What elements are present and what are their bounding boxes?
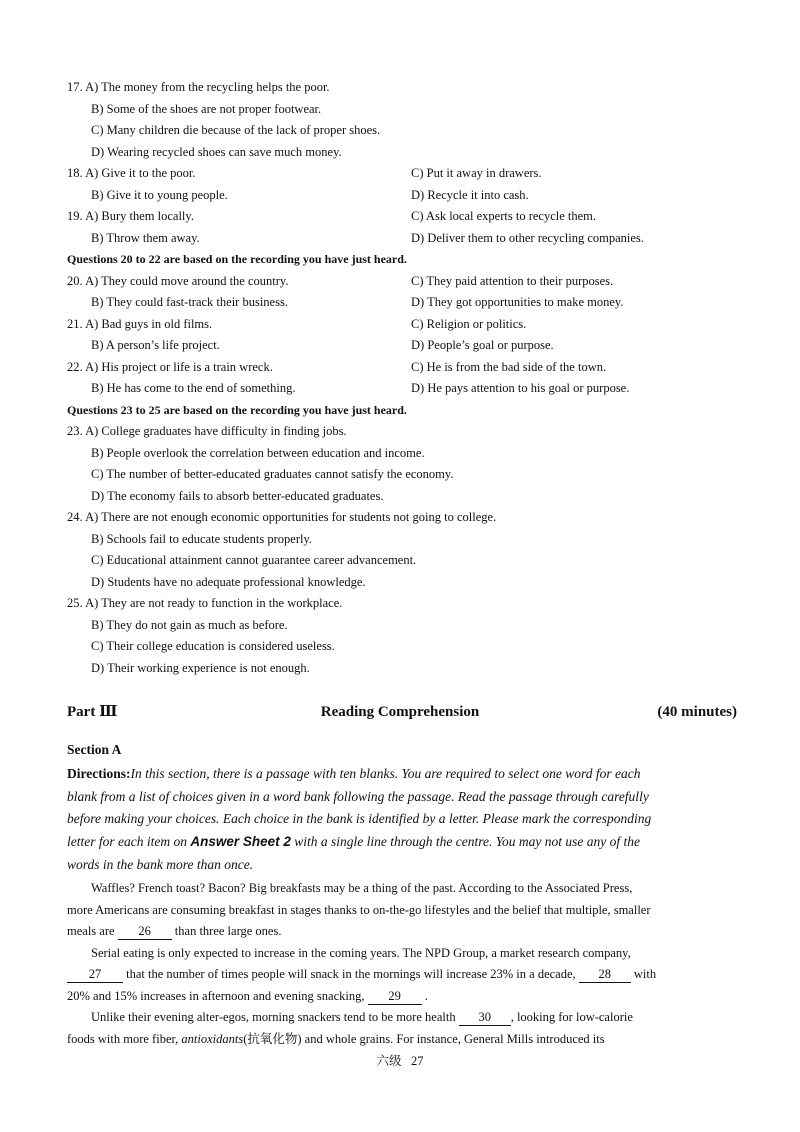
option-d: D) Wearing recycled shoes can save much money. xyxy=(91,144,342,159)
question-19-row-2 xyxy=(0,228,800,250)
page-footer xyxy=(0,1052,800,1070)
question-number: 22. xyxy=(67,359,83,374)
directions-line-2: blank from a list of choices given in a word bank following the passage. Read the passage through carefully xyxy=(67,788,649,804)
question-21-row-2 xyxy=(0,335,800,357)
passage-p3-line-2: foods with more fiber, antioxidants(抗氧化物) and whole grains. For instance, General Mills introduced its xyxy=(67,1031,605,1046)
question-23-row-b xyxy=(0,443,800,465)
option-c: C) Ask local experts to recycle them. xyxy=(411,209,597,223)
option-a: A) They are not ready to function in the workplace. xyxy=(85,596,343,610)
blank-28: 28 xyxy=(579,966,631,983)
question-24-text xyxy=(67,507,496,529)
question-22-text xyxy=(67,357,273,379)
option-b: B) They do not gain as much as before. xyxy=(91,617,288,632)
exam-level: 六级 xyxy=(376,1054,402,1068)
directions-line-5: words in the bank more than once. xyxy=(67,856,254,872)
question-23-row-c xyxy=(0,464,800,486)
question-18-text xyxy=(67,163,195,185)
option-a: A) Bury them locally. xyxy=(85,209,194,223)
option-d: D) Deliver them to other recycling companies. xyxy=(411,230,644,245)
option-a: A) There are not enough economic opportunities for students not going to college. xyxy=(85,510,497,524)
option-b: B) People overlook the correlation between education and income. xyxy=(91,445,425,460)
question-24-row-c xyxy=(0,550,800,572)
answer-sheet-ref: Answer Sheet 2 xyxy=(190,834,291,850)
question-23-row-a xyxy=(0,421,800,443)
question-number: 18. xyxy=(67,166,83,180)
question-25-text xyxy=(67,593,342,615)
blank-29: 29 xyxy=(368,988,422,1005)
option-a: A) Give it to the poor. xyxy=(85,166,196,180)
option-b: B) Throw them away. xyxy=(91,230,200,245)
question-25-row-d xyxy=(0,658,800,680)
question-24-row-d xyxy=(0,572,800,594)
part-label: Part Ⅲ xyxy=(67,704,118,720)
part-time: (40 minutes) xyxy=(657,704,737,720)
question-17-row-d xyxy=(0,142,800,164)
blank-27: 27 xyxy=(67,966,123,983)
option-b: B) They could fast-track their business. xyxy=(91,295,288,309)
option-d: D) The economy fails to absorb better-educated graduates. xyxy=(91,488,384,503)
question-group-heading: Questions 23 to 25 are based on the recording you have just heard. xyxy=(67,402,407,417)
question-17-row-a xyxy=(0,77,800,99)
option-b: B) He has come to the end of something. xyxy=(91,381,296,395)
option-d: D) People’s goal or purpose. xyxy=(411,338,554,352)
option-c: C) He is from the bad side of the town. xyxy=(411,359,607,374)
question-18-row-1 xyxy=(0,163,800,185)
question-24-row-b xyxy=(0,529,800,551)
question-18-row-2 xyxy=(0,185,800,207)
option-b: B) Give it to young people. xyxy=(91,187,228,202)
section-title: Section A xyxy=(67,742,122,757)
directions-line-3: before making your choices. Each choice in the bank is identified by a letter. Please mark the corresponding xyxy=(67,811,652,827)
question-23-row-d xyxy=(0,486,800,508)
question-19-row-1 xyxy=(0,206,800,228)
option-c: C) Religion or politics. xyxy=(411,316,527,331)
question-17-row-c xyxy=(0,120,800,142)
question-19-text xyxy=(67,206,194,228)
option-a: A) Bad guys in old films. xyxy=(85,316,213,331)
question-number: 24. xyxy=(67,510,83,524)
option-b: B) A person’s life project. xyxy=(91,338,220,352)
question-23-text xyxy=(67,421,347,443)
question-22-row-2 xyxy=(0,378,800,400)
option-d: D) Their working experience is not enough. xyxy=(91,660,310,675)
passage-p1-line-2: more Americans are consuming breakfast in stages thanks to on-the-go lifestyles and the belief that multiple, smaller xyxy=(67,902,651,917)
directions-label: Directions: xyxy=(67,766,131,781)
question-number: 25. xyxy=(67,596,83,610)
question-25-row-b xyxy=(0,615,800,637)
question-20-row-2 xyxy=(0,292,800,314)
passage-p1-line-1: Waffles? French toast? Bacon? Big breakfasts may be a thing of the past. According to the Associated Press, xyxy=(91,881,633,895)
blank-26: 26 xyxy=(118,923,172,940)
question-22-row-1 xyxy=(0,357,800,379)
directions-line-4: letter for each item on Answer Sheet 2 with a single line through the centre. You may not use any of the xyxy=(67,834,640,850)
question-number: 19. xyxy=(67,209,83,223)
question-25-row-a xyxy=(0,593,800,615)
directions-text: In this section, there is a passage with ten blanks. You are required to select one word for each xyxy=(130,766,641,781)
question-17-text xyxy=(67,77,330,99)
question-25-row-c xyxy=(0,636,800,658)
option-c: C) They paid attention to their purposes. xyxy=(411,273,614,288)
question-group-heading: Questions 20 to 22 are based on the recording you have just heard. xyxy=(67,252,407,266)
question-20-text xyxy=(67,271,288,293)
directions-line-1 xyxy=(67,763,737,786)
option-c: C) Put it away in drawers. xyxy=(411,166,542,180)
option-c: C) The number of better-educated graduates cannot satisfy the economy. xyxy=(91,467,454,481)
option-c: C) Educational attainment cannot guarantee career advancement. xyxy=(91,553,417,567)
page-number: 27 xyxy=(410,1054,424,1068)
option-a: A) His project or life is a train wreck. xyxy=(85,359,273,374)
option-d: D) He pays attention to his goal or purpose. xyxy=(411,381,630,395)
question-24-row-a xyxy=(0,507,800,529)
question-number: 17. xyxy=(67,80,83,94)
option-a: A) The money from the recycling helps the poor. xyxy=(85,80,330,94)
italic-term: antioxidants xyxy=(181,1031,244,1046)
chinese-gloss: (抗氧化物) xyxy=(243,1031,302,1046)
question-number: 21. xyxy=(67,316,83,331)
option-b: B) Schools fail to educate students properly. xyxy=(91,531,313,546)
option-d: D) They got opportunities to make money. xyxy=(411,295,624,309)
part-title: Reading Comprehension xyxy=(320,704,480,720)
passage-p1-line-3: meals are 26 than three large ones. xyxy=(67,924,282,938)
option-a: A) They could move around the country. xyxy=(85,273,289,288)
option-d: D) Students have no adequate professional knowledge. xyxy=(91,574,366,589)
question-21-text xyxy=(67,314,212,336)
option-b: B) Some of the shoes are not proper footwear. xyxy=(91,101,322,116)
question-number: 23. xyxy=(67,424,83,438)
question-20-row-1 xyxy=(0,271,800,293)
question-21-row-1 xyxy=(0,314,800,336)
passage-p2-line-2: 27 that the number of times people will snack in the mornings will increase 23% in a decade, 28 with xyxy=(67,964,656,986)
option-d: D) Recycle it into cash. xyxy=(411,187,529,202)
question-number: 20. xyxy=(67,273,83,288)
option-a: A) College graduates have difficulty in finding jobs. xyxy=(85,424,347,438)
passage-p2-line-3: 20% and 15% increases in afternoon and evening snacking, 29 . xyxy=(67,988,428,1003)
passage-p2-line-1: Serial eating is only expected to increase in the coming years. The NPD Group, a market research company, xyxy=(91,945,631,960)
question-17-row-b xyxy=(0,99,800,121)
passage-p3-line-1: Unlike their evening alter-egos, morning snackers tend to be more health 30 , looking for low-calorie xyxy=(91,1010,633,1024)
option-c: C) Their college education is considered useless. xyxy=(91,639,335,653)
option-c: C) Many children die because of the lack of proper shoes. xyxy=(91,123,381,137)
blank-30: 30 xyxy=(459,1009,511,1026)
